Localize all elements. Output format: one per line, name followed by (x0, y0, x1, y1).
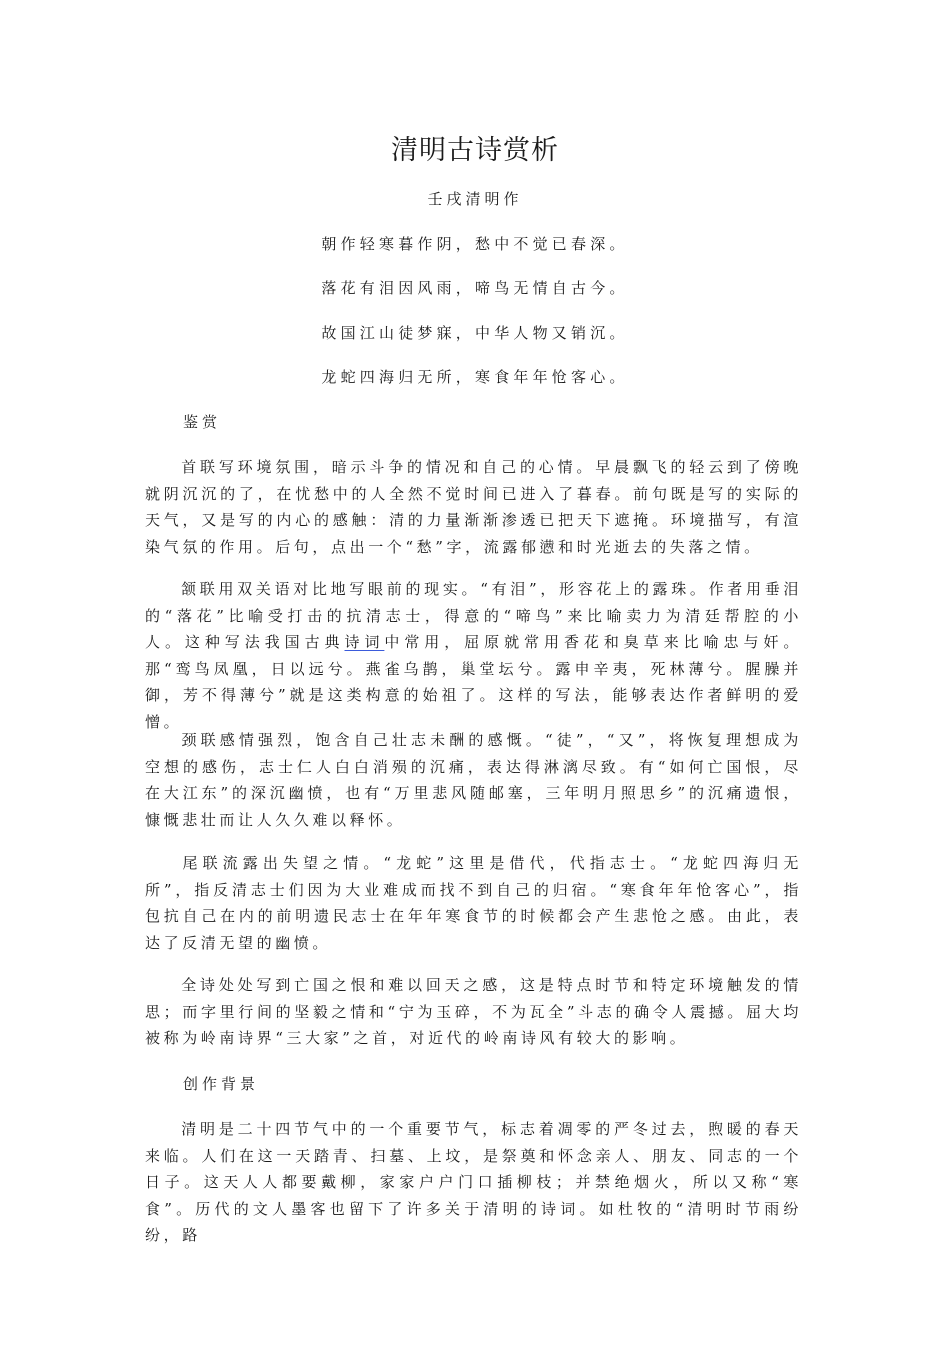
poem-block (0, 186, 950, 409)
paragraph-first-couplet (145, 454, 802, 560)
paragraph-fourth-couplet (145, 850, 802, 956)
paragraph-summary (145, 972, 802, 1052)
paragraph-text: 首联写环境氛围，暗示斗争的情况和自己的心情。早晨飘飞的轻云到了傍晚就阴沉沉的了，在忧愁中的人全然不觉时间已进入了暮春。前句既是写的实际的天气，又是写的内心的感触：清的力量渐渐渗透已把天下遮掩。环境描写，有渲染气氛的作用。后句，点出一个“愁”字，流露郁懑和时光逝去的失落之情。 (145, 458, 802, 556)
paragraph-text: 清明是二十四节气中的一个重要节气，标志着凋零的严冬过去，煦暖的春天来临。人们在这一天踏青、扫墓、上坟，是祭奠和怀念亲人、朋友、同志的一个日子。这天人人都要戴柳，家家户户门口插柳枝；并禁绝烟火，所以又称“寒食”。历代的文人墨客也留下了许多关于清明的诗词。如杜牧的“清明时节雨纷纷，路 (145, 1120, 802, 1245)
document-title: 清明古诗赏析 (391, 135, 559, 166)
poem-line: 落花有泪因风雨，啼鸟无情自古今。 (321, 279, 629, 298)
poem-line: 故国江山徒梦寐，中华人物又销沉。 (321, 323, 629, 342)
paragraph-text: 全诗处处写到亡国之恨和难以回天之感，这是特点时节和特定环境触发的情思；而字里行间的坚毅之情和“宁为玉碎，不为瓦全”斗志的确令人震撼。屈大均被称为岭南诗界“三大家”之首，对近代的岭南诗风有较大的影响。 (145, 976, 802, 1048)
poem-line: 朝作轻寒暮作阴，愁中不觉已春深。 (321, 234, 629, 253)
poetry-link[interactable]: 诗词 (344, 633, 385, 652)
paragraph-background (145, 1116, 802, 1249)
poem-title: 壬戌清明作 (427, 190, 523, 208)
paragraph-third-couplet (145, 727, 802, 833)
background-heading: 创作背景 (183, 1075, 260, 1093)
paragraph-text: 颔联用双关语对比地写眼前的现实。“有泪”，形容花上的露珠。作者用垂泪的“落花”比喻受打击的抗清志士，得意的“啼鸟”来比喻卖力为清廷帮腔的小人。这种写法我国古典 (145, 580, 802, 652)
paragraph-text: 中常用，屈原就常用香花和臭草来比喻忠与奸。那“鸾鸟凤凰，日以远兮。燕雀乌鹊，巢堂坛兮。露申辛夷，死林薄兮。腥臊并御，芳不得薄兮”就是这类构意的始祖了。这样的写法，能够表达作者鲜明的爱憎。 (145, 633, 802, 731)
poem-line: 龙蛇四海归无所，寒食年年怆客心。 (321, 368, 629, 387)
paragraph-text: 颈联感情强烈，饱含自己壮志未酬的感慨。“徒”，“又”，将恢复理想成为空想的感伤，志士仁人白白消殒的沉痛，表达得淋漓尽致。有“如何亡国恨，尽在大江东”的深沉幽愤，也有“万里悲风随邮塞，三年明月照思乡”的沉痛遗恨，慷慨悲壮而让人久久难以释怀。 (145, 731, 802, 829)
paragraph-second-couplet (145, 576, 802, 736)
paragraph-text: 尾联流露出失望之情。“龙蛇”这里是借代，代指志士。“龙蛇四海归无所”，指反清志士们因为大业难成而找不到自己的归宿。“寒食年年怆客心”，指包抗自己在内的前明遗民志士在年年寒食节的时候都会产生悲怆之感。由此，表达了反清无望的幽愤。 (145, 854, 802, 952)
appreciation-heading: 鉴赏 (183, 413, 222, 431)
